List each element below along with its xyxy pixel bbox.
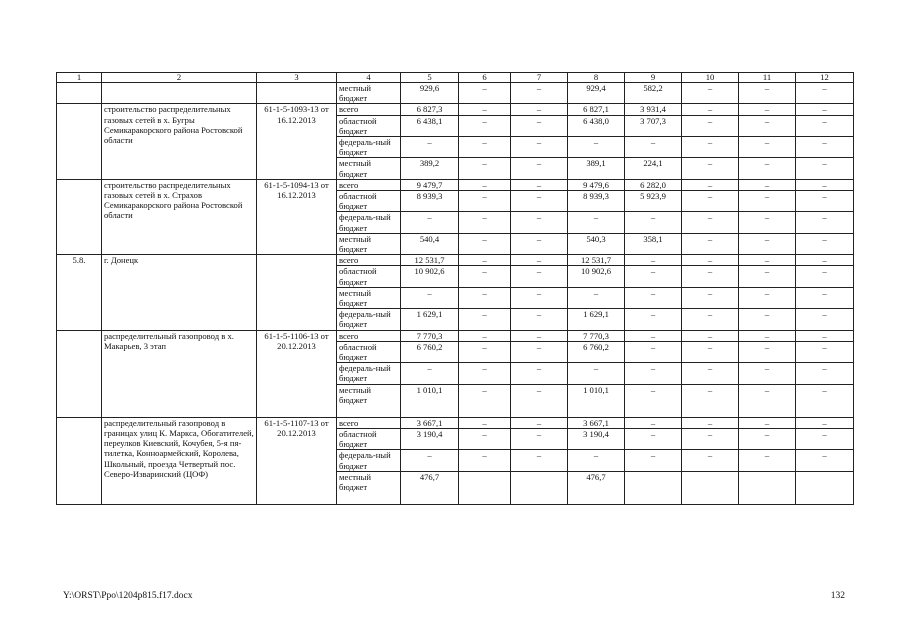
value-cell-11 [739,471,796,504]
value-cell-8: 12 531,7 [568,255,625,266]
value-cell-9: – [625,363,682,384]
value-cell-10: – [682,83,739,104]
table-row [57,83,854,104]
value-cell-7: – [511,287,568,308]
value-cell-9: 358,1 [625,233,682,254]
column-header: 12 [796,73,854,83]
value-cell-8: – [568,450,625,471]
column-header: 11 [739,73,796,83]
value-cell-7: – [511,384,568,417]
expertise-code: 61-1-5-1093-13 от 16.12.2013 [257,104,337,179]
value-cell-11: – [739,363,796,384]
funding-source: местный бюджет [337,158,401,179]
value-cell-11: – [739,330,796,341]
value-cell-6: – [459,212,511,233]
value-cell-9: – [625,266,682,287]
table-row [57,330,854,341]
value-cell-6: – [459,158,511,179]
value-cell-11: – [739,233,796,254]
value-cell-6: – [459,309,511,330]
value-cell-10: – [682,266,739,287]
value-cell-7: – [511,255,568,266]
value-cell-5: 6 827,3 [401,104,459,115]
value-cell-6: – [459,191,511,212]
object-name: строительство распределительных газовых сетей в х. Бугры Семикаракорского района Ростовской области [102,104,257,179]
value-cell-5: 9 479,7 [401,179,459,190]
value-cell-6: – [459,179,511,190]
value-cell-11: – [739,212,796,233]
value-cell-9 [625,471,682,504]
column-header: 7 [511,73,568,83]
value-cell-5: – [401,450,459,471]
value-cell-12: – [796,179,854,190]
value-cell-9: – [625,417,682,428]
value-cell-9: – [625,341,682,362]
value-cell-10: – [682,233,739,254]
value-cell-8: 6 760,2 [568,341,625,362]
value-cell-12: – [796,212,854,233]
value-cell-8: 1 010,1 [568,384,625,417]
value-cell-5: – [401,212,459,233]
value-cell-10: – [682,287,739,308]
value-cell-9: 3 931,4 [625,104,682,115]
value-cell-8: 6 438,0 [568,115,625,136]
value-cell-7: – [511,417,568,428]
table-row [57,417,854,428]
item-number [57,417,102,504]
value-cell-9: 3 707,3 [625,115,682,136]
value-cell-9: – [625,255,682,266]
funding-source: областной бюджет [337,428,401,449]
value-cell-6: – [459,287,511,308]
expertise-code: 61-1-5-1107-13 от 20.12.2013 [257,417,337,504]
value-cell-12: – [796,341,854,362]
value-cell-7: – [511,83,568,104]
value-cell-8: 3 190,4 [568,428,625,449]
value-cell-11: – [739,450,796,471]
value-cell-9: – [625,212,682,233]
value-cell-5: 7 770,3 [401,330,459,341]
funding-source: областной бюджет [337,341,401,362]
value-cell-5: 3 190,4 [401,428,459,449]
funding-source: всего [337,330,401,341]
object-name: распределительный газопровод в х. Макарьев, 3 этап [102,330,257,417]
column-header: 6 [459,73,511,83]
value-cell-10: – [682,104,739,115]
value-cell-6: – [459,363,511,384]
value-cell-8: 8 939,3 [568,191,625,212]
value-cell-8: 929,4 [568,83,625,104]
value-cell-8: 3 667,1 [568,417,625,428]
value-cell-12: – [796,417,854,428]
object-name: строительство распределительных газовых сетей в х. Страхов Семикаракорского района Ростовской области [102,179,257,254]
value-cell-12: – [796,191,854,212]
value-cell-6: – [459,330,511,341]
value-cell-6: – [459,255,511,266]
value-cell-12: – [796,428,854,449]
value-cell-5: 540,4 [401,233,459,254]
object-name [102,83,257,104]
value-cell-11: – [739,428,796,449]
value-cell-12: – [796,158,854,179]
item-number: 5.8. [57,255,102,330]
value-cell-5: 389,2 [401,158,459,179]
value-cell-5: 12 531,7 [401,255,459,266]
value-cell-10: – [682,309,739,330]
value-cell-12: – [796,255,854,266]
value-cell-10: – [682,255,739,266]
value-cell-11: – [739,115,796,136]
funding-source: местный бюджет [337,83,401,104]
value-cell-7: – [511,341,568,362]
value-cell-11: – [739,104,796,115]
funding-source: областной бюджет [337,266,401,287]
value-cell-7: – [511,179,568,190]
value-cell-12: – [796,266,854,287]
value-cell-7: – [511,191,568,212]
value-cell-7: – [511,137,568,158]
value-cell-10: – [682,417,739,428]
value-cell-11: – [739,191,796,212]
funding-source: областной бюджет [337,115,401,136]
value-cell-8: 389,1 [568,158,625,179]
column-header: 5 [401,73,459,83]
value-cell-6: – [459,417,511,428]
column-header: 9 [625,73,682,83]
value-cell-10: – [682,137,739,158]
column-header: 1 [57,73,102,83]
value-cell-10: – [682,428,739,449]
value-cell-5: 1 629,1 [401,309,459,330]
value-cell-7: – [511,450,568,471]
value-cell-6: – [459,115,511,136]
value-cell-9: 582,2 [625,83,682,104]
value-cell-8: 540,3 [568,233,625,254]
value-cell-9: – [625,309,682,330]
value-cell-7: – [511,158,568,179]
value-cell-12: – [796,233,854,254]
value-cell-12 [796,471,854,504]
item-number [57,330,102,417]
value-cell-9: 6 282,0 [625,179,682,190]
expertise-code: 61-1-5-1106-13 от 20.12.2013 [257,330,337,417]
value-cell-5: 1 010,1 [401,384,459,417]
value-cell-8: – [568,363,625,384]
value-cell-11: – [739,266,796,287]
value-cell-10: – [682,212,739,233]
item-number [57,104,102,179]
funding-source: местный бюджет [337,384,401,417]
funding-source: местный бюджет [337,287,401,308]
value-cell-10: – [682,341,739,362]
value-cell-8: – [568,137,625,158]
column-header: 8 [568,73,625,83]
value-cell-7: – [511,233,568,254]
value-cell-5: – [401,363,459,384]
funding-source: местный бюджет [337,233,401,254]
value-cell-12: – [796,115,854,136]
value-cell-9: – [625,450,682,471]
value-cell-9: – [625,137,682,158]
value-cell-10: – [682,330,739,341]
footer-page-number: 132 [830,591,845,601]
footer-file-path: Y:\ORST\Ppo\1204p815.f17.docx [63,591,193,601]
funding-source: федераль-ный бюджет [337,309,401,330]
value-cell-9: 224,1 [625,158,682,179]
object-name: г. Донецк [102,255,257,330]
funding-source: федераль-ный бюджет [337,450,401,471]
value-cell-5: 6 438,1 [401,115,459,136]
value-cell-12: – [796,287,854,308]
funding-source: федераль-ный бюджет [337,137,401,158]
funding-source: всего [337,255,401,266]
value-cell-6: – [459,233,511,254]
value-cell-5: 929,6 [401,83,459,104]
value-cell-11: – [739,309,796,330]
column-number-header [57,73,854,83]
value-cell-8: 10 902,6 [568,266,625,287]
value-cell-6: – [459,384,511,417]
value-cell-10: – [682,363,739,384]
value-cell-6: – [459,428,511,449]
funding-source: федераль-ный бюджет [337,212,401,233]
value-cell-9: – [625,384,682,417]
value-cell-10: – [682,191,739,212]
expertise-code: 61-1-5-1094-13 от 16.12.2013 [257,179,337,254]
value-cell-7: – [511,428,568,449]
table-row [57,255,854,266]
value-cell-11: – [739,417,796,428]
value-cell-5: – [401,287,459,308]
item-number [57,179,102,254]
value-cell-11: – [739,83,796,104]
value-cell-7: – [511,115,568,136]
value-cell-11: – [739,137,796,158]
value-cell-9: – [625,428,682,449]
funding-source: местный бюджет [337,471,401,504]
column-header: 10 [682,73,739,83]
value-cell-10: – [682,158,739,179]
expertise-code [257,255,337,330]
value-cell-12: – [796,363,854,384]
value-cell-8: 476,7 [568,471,625,504]
value-cell-12: – [796,450,854,471]
value-cell-6: – [459,83,511,104]
value-cell-7: – [511,104,568,115]
value-cell-8: 7 770,3 [568,330,625,341]
value-cell-5: 8 939,3 [401,191,459,212]
value-cell-11: – [739,287,796,308]
value-cell-8: 9 479,6 [568,179,625,190]
funding-source: всего [337,104,401,115]
value-cell-8: – [568,287,625,308]
value-cell-5: 476,7 [401,471,459,504]
value-cell-9: 5 923,9 [625,191,682,212]
value-cell-9: – [625,287,682,308]
value-cell-11: – [739,179,796,190]
value-cell-7: – [511,212,568,233]
value-cell-10 [682,471,739,504]
table-row [57,179,854,190]
value-cell-7: – [511,330,568,341]
funding-source: всего [337,417,401,428]
value-cell-10: – [682,179,739,190]
object-name: распределительный газопровод в границах улиц К. Маркса, Обогатителей, переулков Киевский, Кочубея, 5-я пя-тилетка, Коннoармейский, Королева, Школьный, проезда Четвертый пос. Северо-Изваринский (ЦОФ) [102,417,257,504]
value-cell-6: – [459,104,511,115]
value-cell-5: 3 667,1 [401,417,459,428]
value-cell-6: – [459,341,511,362]
value-cell-6: – [459,266,511,287]
value-cell-11: – [739,158,796,179]
column-header: 2 [102,73,257,83]
item-number [57,83,102,104]
budget-table [56,72,854,505]
value-cell-7: – [511,363,568,384]
value-cell-6: – [459,137,511,158]
value-cell-6: – [459,450,511,471]
column-header: 3 [257,73,337,83]
value-cell-8: – [568,212,625,233]
expertise-code [257,83,337,104]
value-cell-7: – [511,309,568,330]
funding-source: федераль-ный бюджет [337,363,401,384]
funding-source: всего [337,179,401,190]
value-cell-10: – [682,115,739,136]
value-cell-9: – [625,330,682,341]
value-cell-11: – [739,341,796,362]
value-cell-12: – [796,137,854,158]
value-cell-7 [511,471,568,504]
table-row [57,104,854,115]
value-cell-12: – [796,104,854,115]
value-cell-7: – [511,266,568,287]
value-cell-5: 10 902,6 [401,266,459,287]
value-cell-12: – [796,83,854,104]
value-cell-6 [459,471,511,504]
value-cell-10: – [682,384,739,417]
funding-source: областной бюджет [337,191,401,212]
value-cell-5: 6 760,2 [401,341,459,362]
column-header: 4 [337,73,401,83]
value-cell-12: – [796,309,854,330]
value-cell-8: 6 827,1 [568,104,625,115]
value-cell-11: – [739,384,796,417]
value-cell-11: – [739,255,796,266]
value-cell-10: – [682,450,739,471]
value-cell-12: – [796,384,854,417]
value-cell-12: – [796,330,854,341]
value-cell-5: – [401,137,459,158]
value-cell-8: 1 629,1 [568,309,625,330]
